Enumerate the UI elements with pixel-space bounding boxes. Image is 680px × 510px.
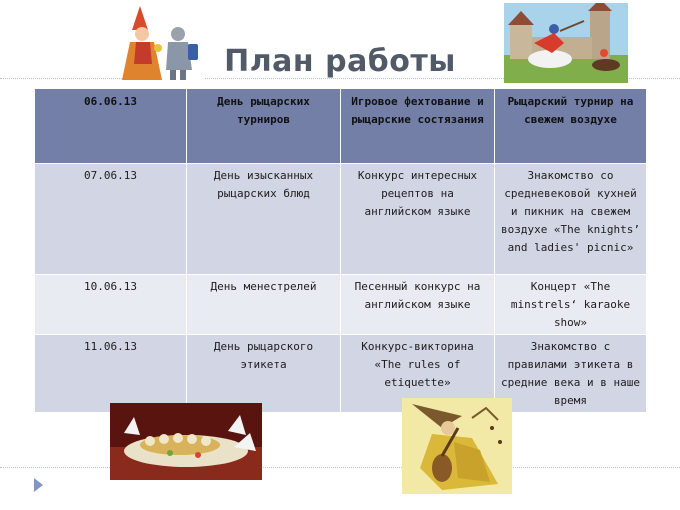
date-cell: 11.06.13 bbox=[35, 335, 187, 413]
activity-cell: Конкурс-викторина «The rules of etiquette» bbox=[341, 335, 495, 413]
event-cell: Рыцарский турнир на свежем воздухе bbox=[495, 89, 647, 164]
day-theme-cell: День рыцарских турниров bbox=[187, 89, 341, 164]
triangle-right-icon[interactable] bbox=[34, 478, 43, 492]
table-row bbox=[35, 164, 647, 275]
activity-cell: Песенный конкурс на английском языке bbox=[341, 275, 495, 335]
event-cell: Знакомство с правилами этикета в средние века и в наше время bbox=[495, 335, 647, 413]
feast-photo bbox=[110, 403, 262, 480]
day-theme-cell: День изысканных рыцарских блюд bbox=[187, 164, 341, 275]
day-theme-cell: День рыцарского этикета bbox=[187, 335, 341, 413]
bottom-divider bbox=[0, 467, 680, 468]
minstrel-illustration bbox=[402, 398, 512, 494]
event-cell: Знакомство со средневековой кухней и пикник на свежем воздухе «The knights’ and ladies' picnic» bbox=[495, 164, 647, 275]
table-row bbox=[35, 275, 647, 335]
schedule-table bbox=[34, 88, 647, 413]
date-cell: 07.06.13 bbox=[35, 164, 187, 275]
date-cell: 06.06.13 bbox=[35, 89, 187, 164]
table-row bbox=[35, 335, 647, 413]
activity-cell: Игровое фехтование и рыцарские состязания bbox=[341, 89, 495, 164]
date-cell: 10.06.13 bbox=[35, 275, 187, 335]
activity-cell: Конкурс интересных рецептов на английском языке bbox=[341, 164, 495, 275]
event-cell: Концерт «The minstrels‘ karaoke show» bbox=[495, 275, 647, 335]
day-theme-cell: День менестрелей bbox=[187, 275, 341, 335]
slide-title: План работы bbox=[224, 44, 456, 79]
table-row bbox=[35, 89, 647, 164]
